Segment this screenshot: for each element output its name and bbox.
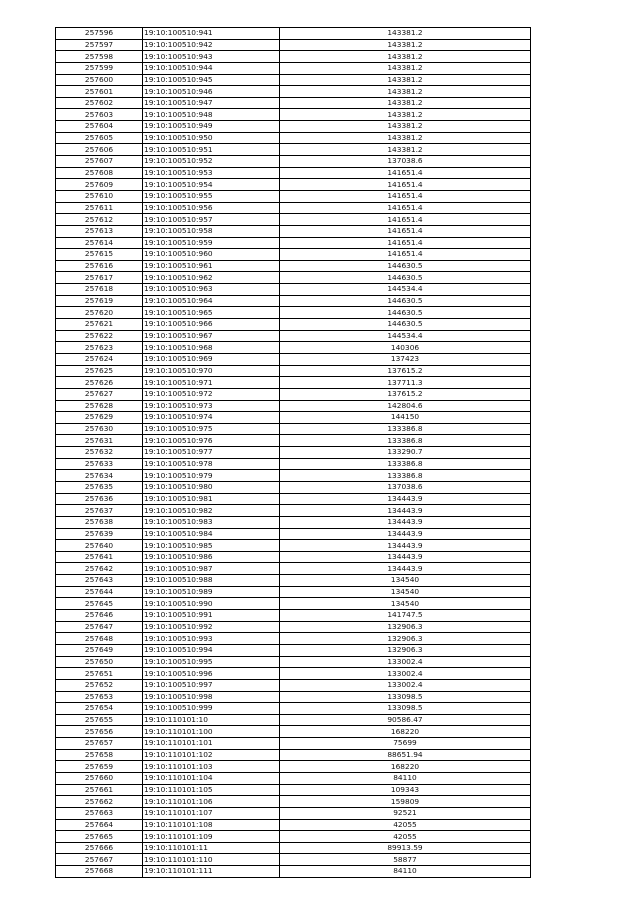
cell-cadastral-number: 19:10:100510:966 (143, 319, 280, 331)
cell-id: 257604 (56, 121, 143, 133)
cell-value: 137615.2 (280, 365, 531, 377)
cell-value: 143381.2 (280, 132, 531, 144)
cell-value: 84110 (280, 773, 531, 785)
cell-id: 257603 (56, 109, 143, 121)
cell-id: 257626 (56, 377, 143, 389)
cell-value: 144630.5 (280, 295, 531, 307)
cell-id: 257619 (56, 295, 143, 307)
cell-cadastral-number: 19:10:100510:948 (143, 109, 280, 121)
cell-cadastral-number: 19:10:100510:950 (143, 132, 280, 144)
cell-id: 257652 (56, 679, 143, 691)
cell-value: 137711.3 (280, 377, 531, 389)
cell-cadastral-number: 19:10:100510:956 (143, 202, 280, 214)
table-row (56, 516, 531, 528)
cell-cadastral-number: 19:10:100510:986 (143, 551, 280, 563)
cell-id: 257658 (56, 749, 143, 761)
cell-id: 257618 (56, 284, 143, 296)
table-row (56, 28, 531, 40)
cell-cadastral-number: 19:10:100510:961 (143, 260, 280, 272)
cell-value: 143381.2 (280, 62, 531, 74)
cell-value: 75699 (280, 738, 531, 750)
cell-value: 141651.4 (280, 190, 531, 202)
cell-id: 257612 (56, 214, 143, 226)
cell-cadastral-number: 19:10:100510:960 (143, 249, 280, 261)
cell-id: 257623 (56, 342, 143, 354)
cell-id: 257625 (56, 365, 143, 377)
cell-cadastral-number: 19:10:100510:967 (143, 330, 280, 342)
cell-value: 134540 (280, 598, 531, 610)
cell-value: 159809 (280, 796, 531, 808)
cell-id: 257608 (56, 167, 143, 179)
cell-id: 257629 (56, 412, 143, 424)
table-row (56, 470, 531, 482)
cell-id: 257635 (56, 481, 143, 493)
cell-id: 257663 (56, 807, 143, 819)
cell-id: 257667 (56, 854, 143, 866)
cell-cadastral-number: 19:10:100510:974 (143, 412, 280, 424)
cell-cadastral-number: 19:10:110101:106 (143, 796, 280, 808)
cell-value: 141651.4 (280, 237, 531, 249)
cell-cadastral-number: 19:10:100510:949 (143, 121, 280, 133)
cell-id: 257642 (56, 563, 143, 575)
cell-id: 257630 (56, 423, 143, 435)
cell-value: 134443.9 (280, 551, 531, 563)
table-row (56, 39, 531, 51)
cell-id: 257640 (56, 540, 143, 552)
table-row (56, 388, 531, 400)
cell-value: 137615.2 (280, 388, 531, 400)
cell-id: 257647 (56, 621, 143, 633)
table-row (56, 749, 531, 761)
cell-value: 134540 (280, 586, 531, 598)
table-row (56, 575, 531, 587)
table-row (56, 342, 531, 354)
cell-value: 143381.2 (280, 121, 531, 133)
cell-id: 257633 (56, 458, 143, 470)
table-row (56, 249, 531, 261)
cell-value: 137423 (280, 353, 531, 365)
cell-id: 257616 (56, 260, 143, 272)
cell-cadastral-number: 19:10:100510:992 (143, 621, 280, 633)
cell-value: 42055 (280, 831, 531, 843)
cell-cadastral-number: 19:10:100510:972 (143, 388, 280, 400)
cell-value: 141651.4 (280, 179, 531, 191)
table-row (56, 854, 531, 866)
cell-id: 257596 (56, 28, 143, 40)
cell-id: 257627 (56, 388, 143, 400)
cell-value: 141747.5 (280, 610, 531, 622)
cell-cadastral-number: 19:10:100510:968 (143, 342, 280, 354)
cell-cadastral-number: 19:10:100510:969 (143, 353, 280, 365)
table-row (56, 109, 531, 121)
cell-value: 134443.9 (280, 528, 531, 540)
cell-cadastral-number: 19:10:100510:944 (143, 62, 280, 74)
cell-value: 144150 (280, 412, 531, 424)
cell-id: 257666 (56, 842, 143, 854)
cell-value: 134443.9 (280, 493, 531, 505)
cell-id: 257601 (56, 86, 143, 98)
table-row (56, 51, 531, 63)
cell-value: 133098.5 (280, 691, 531, 703)
cell-id: 257653 (56, 691, 143, 703)
cell-cadastral-number: 19:10:100510:993 (143, 633, 280, 645)
cell-id: 257664 (56, 819, 143, 831)
cell-cadastral-number: 19:10:100510:989 (143, 586, 280, 598)
cell-cadastral-number: 19:10:100510:964 (143, 295, 280, 307)
cell-cadastral-number: 19:10:110101:101 (143, 738, 280, 750)
cell-value: 143381.2 (280, 28, 531, 40)
cell-id: 257654 (56, 703, 143, 715)
cell-id: 257600 (56, 74, 143, 86)
table-row (56, 284, 531, 296)
table-row (56, 377, 531, 389)
cell-cadastral-number: 19:10:100510:994 (143, 644, 280, 656)
table-row (56, 412, 531, 424)
cell-value: 89913.59 (280, 842, 531, 854)
cell-value: 132906.3 (280, 644, 531, 656)
cell-id: 257637 (56, 505, 143, 517)
cell-id: 257622 (56, 330, 143, 342)
cell-value: 134443.9 (280, 540, 531, 552)
table-row (56, 458, 531, 470)
cell-cadastral-number: 19:10:100510:973 (143, 400, 280, 412)
cell-id: 257599 (56, 62, 143, 74)
table-row (56, 260, 531, 272)
cell-id: 257613 (56, 225, 143, 237)
cell-id: 257605 (56, 132, 143, 144)
cell-cadastral-number: 19:10:110101:108 (143, 819, 280, 831)
cell-value: 141651.4 (280, 214, 531, 226)
cell-cadastral-number: 19:10:100510:985 (143, 540, 280, 552)
cell-cadastral-number: 19:10:100510:998 (143, 691, 280, 703)
cell-cadastral-number: 19:10:100510:980 (143, 481, 280, 493)
cell-cadastral-number: 19:10:110101:10 (143, 714, 280, 726)
table-row (56, 598, 531, 610)
cell-cadastral-number: 19:10:100510:996 (143, 668, 280, 680)
cell-id: 257611 (56, 202, 143, 214)
cell-id: 257659 (56, 761, 143, 773)
cell-cadastral-number: 19:10:100510:970 (143, 365, 280, 377)
cell-value: 141651.4 (280, 225, 531, 237)
cell-cadastral-number: 19:10:100510:971 (143, 377, 280, 389)
table-row (56, 866, 531, 878)
cell-value: 142804.6 (280, 400, 531, 412)
cell-value: 134443.9 (280, 505, 531, 517)
table-row (56, 842, 531, 854)
table-row (56, 540, 531, 552)
cell-value: 143381.2 (280, 144, 531, 156)
cell-value: 92521 (280, 807, 531, 819)
cell-value: 140306 (280, 342, 531, 354)
cell-cadastral-number: 19:10:110101:104 (143, 773, 280, 785)
cell-id: 257620 (56, 307, 143, 319)
cell-cadastral-number: 19:10:100510:942 (143, 39, 280, 51)
cell-value: 168220 (280, 761, 531, 773)
cell-cadastral-number: 19:10:100510:981 (143, 493, 280, 505)
table-row (56, 505, 531, 517)
table-row (56, 330, 531, 342)
table-row (56, 179, 531, 191)
table-row (56, 761, 531, 773)
cell-cadastral-number: 19:10:110101:107 (143, 807, 280, 819)
cell-cadastral-number: 19:10:100510:982 (143, 505, 280, 517)
cell-value: 144534.4 (280, 330, 531, 342)
cell-value: 134443.9 (280, 563, 531, 575)
cell-id: 257641 (56, 551, 143, 563)
cell-cadastral-number: 19:10:100510:999 (143, 703, 280, 715)
cell-cadastral-number: 19:10:110101:105 (143, 784, 280, 796)
table-row (56, 132, 531, 144)
cell-id: 257650 (56, 656, 143, 668)
cell-cadastral-number: 19:10:110101:110 (143, 854, 280, 866)
cell-cadastral-number: 19:10:100510:943 (143, 51, 280, 63)
table-body (56, 28, 531, 878)
cell-id: 257636 (56, 493, 143, 505)
table-row (56, 679, 531, 691)
cell-value: 143381.2 (280, 74, 531, 86)
cell-value: 90586.47 (280, 714, 531, 726)
cell-cadastral-number: 19:10:100510:976 (143, 435, 280, 447)
cell-cadastral-number: 19:10:110101:100 (143, 726, 280, 738)
cell-id: 257621 (56, 319, 143, 331)
table-row (56, 703, 531, 715)
table-row (56, 773, 531, 785)
table-row (56, 551, 531, 563)
table-row (56, 74, 531, 86)
cell-id: 257634 (56, 470, 143, 482)
table-row (56, 528, 531, 540)
cell-cadastral-number: 19:10:100510:945 (143, 74, 280, 86)
cell-cadastral-number: 19:10:110101:111 (143, 866, 280, 878)
table-row (56, 86, 531, 98)
cell-value: 143381.2 (280, 97, 531, 109)
cell-cadastral-number: 19:10:100510:951 (143, 144, 280, 156)
cell-cadastral-number: 19:10:100510:977 (143, 447, 280, 459)
cell-id: 257643 (56, 575, 143, 587)
cell-id: 257638 (56, 516, 143, 528)
cell-value: 42055 (280, 819, 531, 831)
table-row (56, 97, 531, 109)
table-row (56, 714, 531, 726)
table-row (56, 214, 531, 226)
cell-cadastral-number: 19:10:100510:957 (143, 214, 280, 226)
cell-cadastral-number: 19:10:100510:995 (143, 656, 280, 668)
table-row (56, 807, 531, 819)
cell-value: 88651.94 (280, 749, 531, 761)
cell-id: 257606 (56, 144, 143, 156)
cell-value: 133098.5 (280, 703, 531, 715)
cell-cadastral-number: 19:10:110101:103 (143, 761, 280, 773)
cell-id: 257665 (56, 831, 143, 843)
cell-id: 257651 (56, 668, 143, 680)
data-table-container (55, 27, 531, 878)
cell-cadastral-number: 19:10:100510:979 (143, 470, 280, 482)
cell-value: 133002.4 (280, 679, 531, 691)
cell-cadastral-number: 19:10:100510:983 (143, 516, 280, 528)
table-row (56, 668, 531, 680)
table-row (56, 353, 531, 365)
cell-cadastral-number: 19:10:100510:959 (143, 237, 280, 249)
cell-value: 132906.3 (280, 633, 531, 645)
cell-id: 257644 (56, 586, 143, 598)
table-row (56, 121, 531, 133)
cell-id: 257668 (56, 866, 143, 878)
cell-cadastral-number: 19:10:100510:962 (143, 272, 280, 284)
cell-cadastral-number: 19:10:100510:963 (143, 284, 280, 296)
table-row (56, 447, 531, 459)
cell-id: 257610 (56, 190, 143, 202)
table-row (56, 656, 531, 668)
table-row (56, 144, 531, 156)
cell-value: 133386.8 (280, 423, 531, 435)
cell-value: 133002.4 (280, 656, 531, 668)
cell-value: 134540 (280, 575, 531, 587)
table-row (56, 295, 531, 307)
cell-id: 257656 (56, 726, 143, 738)
table-row (56, 493, 531, 505)
cell-value: 133386.8 (280, 470, 531, 482)
cell-id: 257607 (56, 156, 143, 168)
cell-cadastral-number: 19:10:100510:946 (143, 86, 280, 98)
cell-cadastral-number: 19:10:100510:958 (143, 225, 280, 237)
table-row (56, 738, 531, 750)
table-row (56, 156, 531, 168)
table-row (56, 644, 531, 656)
cell-id: 257639 (56, 528, 143, 540)
cell-value: 144630.5 (280, 260, 531, 272)
cell-value: 143381.2 (280, 51, 531, 63)
table-row (56, 202, 531, 214)
table-row (56, 237, 531, 249)
cell-cadastral-number: 19:10:100510:952 (143, 156, 280, 168)
table-row (56, 633, 531, 645)
cell-id: 257646 (56, 610, 143, 622)
cell-value: 144534.4 (280, 284, 531, 296)
table-row (56, 563, 531, 575)
cell-id: 257628 (56, 400, 143, 412)
cell-id: 257617 (56, 272, 143, 284)
cell-id: 257597 (56, 39, 143, 51)
table-row (56, 610, 531, 622)
cell-cadastral-number: 19:10:100510:991 (143, 610, 280, 622)
cell-cadastral-number: 19:10:100510:975 (143, 423, 280, 435)
table-row (56, 831, 531, 843)
table-row (56, 272, 531, 284)
cell-cadastral-number: 19:10:100510:997 (143, 679, 280, 691)
cell-id: 257598 (56, 51, 143, 63)
cell-value: 84110 (280, 866, 531, 878)
cell-value: 141651.4 (280, 167, 531, 179)
cell-value: 143381.2 (280, 39, 531, 51)
table-row (56, 225, 531, 237)
table-row (56, 691, 531, 703)
table-row (56, 796, 531, 808)
cell-id: 257662 (56, 796, 143, 808)
table-row (56, 819, 531, 831)
cell-id: 257615 (56, 249, 143, 261)
cell-value: 141651.4 (280, 249, 531, 261)
cell-cadastral-number: 19:10:110101:11 (143, 842, 280, 854)
cell-cadastral-number: 19:10:100510:941 (143, 28, 280, 40)
cell-id: 257602 (56, 97, 143, 109)
cell-cadastral-number: 19:10:100510:954 (143, 179, 280, 191)
cell-value: 58877 (280, 854, 531, 866)
cell-value: 144630.5 (280, 319, 531, 331)
cell-cadastral-number: 19:10:100510:978 (143, 458, 280, 470)
cell-cadastral-number: 19:10:100510:953 (143, 167, 280, 179)
cell-id: 257648 (56, 633, 143, 645)
cell-cadastral-number: 19:10:100510:987 (143, 563, 280, 575)
cell-id: 257657 (56, 738, 143, 750)
cell-value: 143381.2 (280, 86, 531, 98)
cell-cadastral-number: 19:10:100510:965 (143, 307, 280, 319)
cell-id: 257649 (56, 644, 143, 656)
cell-cadastral-number: 19:10:100510:984 (143, 528, 280, 540)
data-table (55, 27, 531, 878)
table-row (56, 400, 531, 412)
table-row (56, 423, 531, 435)
cell-value: 134443.9 (280, 516, 531, 528)
cell-cadastral-number: 19:10:100510:955 (143, 190, 280, 202)
cell-id: 257631 (56, 435, 143, 447)
cell-value: 168220 (280, 726, 531, 738)
cell-id: 257661 (56, 784, 143, 796)
cell-value: 133290.7 (280, 447, 531, 459)
table-row (56, 784, 531, 796)
table-row (56, 190, 531, 202)
cell-id: 257624 (56, 353, 143, 365)
cell-value: 141651.4 (280, 202, 531, 214)
table-row (56, 726, 531, 738)
cell-value: 133002.4 (280, 668, 531, 680)
cell-id: 257609 (56, 179, 143, 191)
cell-value: 144630.5 (280, 307, 531, 319)
cell-id: 257614 (56, 237, 143, 249)
table-row (56, 365, 531, 377)
cell-value: 109343 (280, 784, 531, 796)
table-row (56, 307, 531, 319)
cell-cadastral-number: 19:10:110101:109 (143, 831, 280, 843)
cell-value: 143381.2 (280, 109, 531, 121)
table-row (56, 481, 531, 493)
cell-value: 137038.6 (280, 481, 531, 493)
cell-id: 257645 (56, 598, 143, 610)
cell-cadastral-number: 19:10:110101:102 (143, 749, 280, 761)
table-row (56, 62, 531, 74)
cell-cadastral-number: 19:10:100510:947 (143, 97, 280, 109)
table-row (56, 435, 531, 447)
cell-value: 133386.8 (280, 435, 531, 447)
cell-value: 132906.3 (280, 621, 531, 633)
table-row (56, 586, 531, 598)
cell-value: 137038.6 (280, 156, 531, 168)
cell-cadastral-number: 19:10:100510:990 (143, 598, 280, 610)
table-row (56, 319, 531, 331)
table-row (56, 621, 531, 633)
cell-value: 144630.5 (280, 272, 531, 284)
cell-id: 257660 (56, 773, 143, 785)
cell-id: 257632 (56, 447, 143, 459)
table-row (56, 167, 531, 179)
cell-cadastral-number: 19:10:100510:988 (143, 575, 280, 587)
cell-id: 257655 (56, 714, 143, 726)
cell-value: 133386.8 (280, 458, 531, 470)
